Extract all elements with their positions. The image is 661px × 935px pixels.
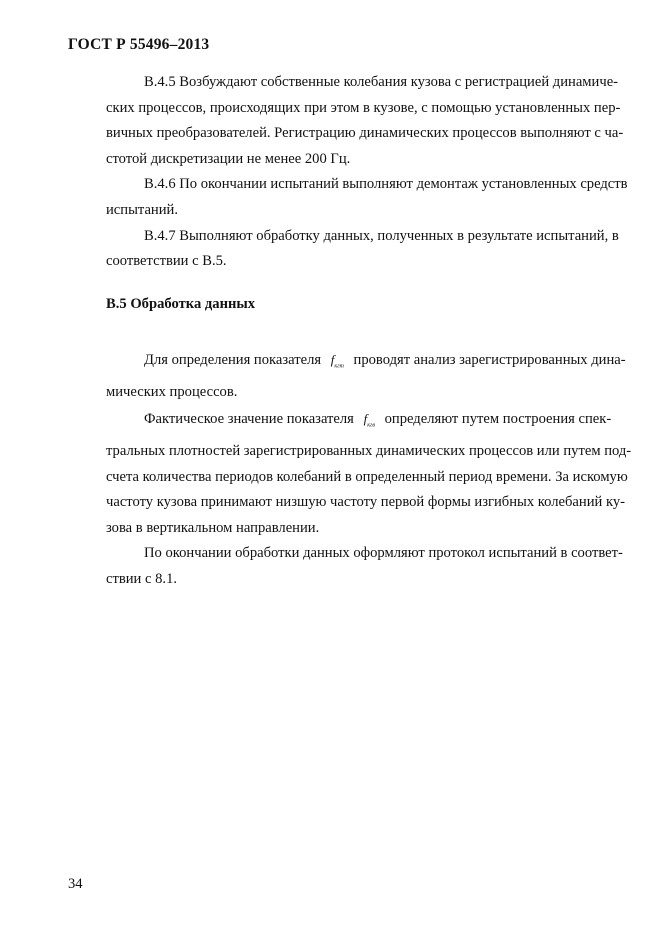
text-line: В.4.5 Возбуждают собственные колебания кузова с регистрацией динамиче- xyxy=(144,74,619,90)
text-line: По окончании обработки данных оформляют протокол испытаний в соответ- xyxy=(144,545,623,562)
symbol-main: f xyxy=(363,410,368,426)
document-header: ГОСТ Р 55496–2013 xyxy=(68,36,210,53)
text-line: тральных плотностей зарегистрированных динамических процессов или путем под- xyxy=(106,442,632,459)
document-body-top xyxy=(68,70,628,275)
formula-symbol xyxy=(358,410,381,429)
text-line: испытаний. xyxy=(106,201,179,218)
text-line: В.4.6 По окончании испытаний выполняют демонтаж установленных средств xyxy=(144,176,628,193)
paragraph-actual-value xyxy=(68,406,632,542)
page-number: 34 xyxy=(68,876,83,892)
text-fragment: проводят анализ зарегистрированных дина- xyxy=(353,352,626,368)
text-line: В.4.7 Выполняют обработку данных, полученных в результате испытаний, в xyxy=(144,227,619,244)
text-line: счета количества периодов колебаний в определенный период времени. За искомую xyxy=(106,468,628,485)
paragraph-analysis xyxy=(68,347,626,406)
symbol-subscript: кгв xyxy=(367,422,375,429)
text-line: мических процессов. xyxy=(106,384,238,401)
symbol-subscript: кгт xyxy=(334,363,344,370)
formula-symbol xyxy=(325,352,350,370)
text-line: частоту кузова принимают низшую частоту первой формы изгибных колебаний ку- xyxy=(106,494,626,511)
paragraph-b47 xyxy=(68,224,619,275)
text-line: соответствии с В.5. xyxy=(106,253,227,270)
section-title: В.5 Обработка данных xyxy=(106,296,256,312)
text-fragment: Фактическое значение показателя xyxy=(144,410,354,427)
text-line xyxy=(68,406,612,439)
text-line: вичных преобразователей. Регистрацию динамических процессов выполняют с ча- xyxy=(106,125,624,142)
paragraph-b45 xyxy=(68,70,624,172)
symbol-main: f xyxy=(330,352,335,367)
text-fragment: определяют путем построения спек- xyxy=(384,410,612,427)
text-line xyxy=(68,347,626,380)
text-line: ствии с 8.1. xyxy=(106,570,178,587)
paragraph-protocol xyxy=(68,541,623,592)
text-line: ских процессов, происходящих при этом в кузове, с помощью установленных пер- xyxy=(106,99,621,116)
text-line: стотой дискретизации не менее 200 Гц. xyxy=(106,150,351,167)
text-line: зова в вертикальном направлении. xyxy=(106,519,320,536)
paragraph-b46 xyxy=(68,172,628,223)
document-body-bottom xyxy=(68,347,632,593)
text-fragment: Для определения показателя xyxy=(144,352,322,368)
